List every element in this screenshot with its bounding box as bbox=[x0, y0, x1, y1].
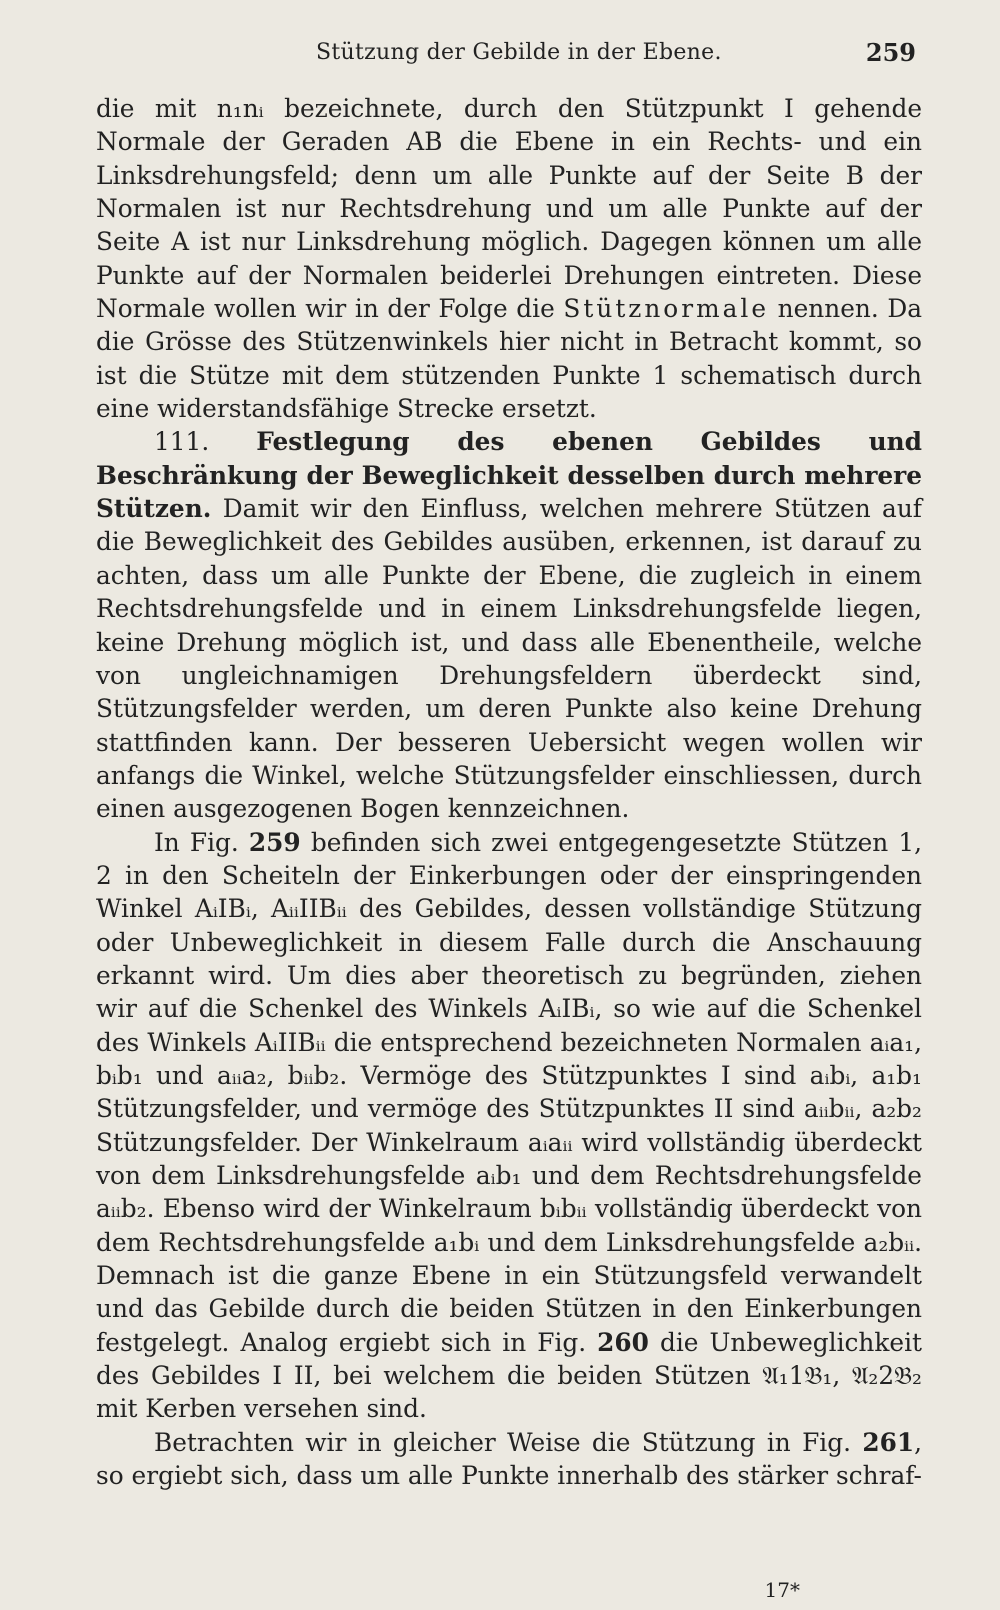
body-text bbox=[96, 92, 922, 1492]
paragraph-1 bbox=[96, 92, 922, 425]
section-heading: Festlegung des ebenen Gebildes und Beschränkung der Beweglichkeit desselben durch mehrere Stützen. bbox=[96, 427, 922, 524]
section-111 bbox=[96, 425, 922, 825]
page-number: 259 bbox=[865, 38, 916, 67]
p4-text-b: , so ergiebt sich, dass um alle Punkte innerhalb des stärker schraf- bbox=[96, 1427, 922, 1491]
p3-text-b: befinden sich zwei entgegengesetzte Stützen 1, 2 in den Scheiteln der Einkerbungen oder der einspringenden Winkel AᵢIBᵢ, AᵢᵢIIBᵢᵢ des Gebildes, dessen vollständige Stützung oder Unbeweglichkeit in diesem Falle durch die Anschauung erkannt wird. Um dies aber theoretisch zu begründen, ziehen wir auf die Schenkel des Winkels AᵢIBᵢ, so wie auf die Schenkel des Winkels AᵢIIBᵢᵢ die entsprechend bezeichneten Normalen aᵢa₁, bᵢb₁ und aᵢᵢa₂, bᵢᵢb₂. Vermöge des Stützpunktes I sind aᵢbᵢ, a₁b₁ Stützungsfelder, und vermöge des Stützpunktes II sind aᵢᵢbᵢᵢ, a₂b₂ Stützungsfelder. Der Winkelraum aᵢaᵢᵢ wird vollständig überdeckt von dem Linksdrehungsfelde aᵢb₁ und dem Rechtsdrehungsfelde aᵢᵢb₂. Ebenso wird der Winkelraum bᵢbᵢᵢ vollständig überdeckt von dem Rechtsdrehungsfelde a₁bᵢ und dem Linksdrehungsfelde a₂bᵢᵢ. Demnach ist die ganze Ebene in ein Stützungsfeld verwandelt und das Gebilde durch die beiden Stützen in den Einkerbungen festgelegt. Analog ergiebt sich in Fig. bbox=[96, 827, 923, 1357]
running-head-title: Stützung der Gebilde in der Ebene. bbox=[316, 40, 722, 65]
section-111-text: Damit wir den Einfluss, welchen mehrere Stützen auf die Beweglichkeit des Gebildes ausüben, erkennen, ist darauf zu achten, dass um alle Punkte der Ebene, die zugleich in einem Rechtsdrehungsfelde und in einem Linksdrehungsfelde liegen, keine Drehung möglich ist, und dass alle Ebenentheile, welche von ungleichnamigen Drehungsfeldern überdeckt sind, Stützungsfelder werden, um deren Punkte also keine Drehung stattfinden kann. Der besseren Uebersicht wegen wollen wir anfangs die Winkel, welche Stützungsfelder einschliessen, durch einen ausgezogenen Bogen kennzeichnen. bbox=[96, 494, 922, 824]
p4-text-a: Betrachten wir in gleicher Weise die Stützung in Fig. bbox=[154, 1427, 863, 1457]
p3-text-c: die Unbeweglichkeit des Gebildes I II, bei welchem die beiden Stützen 𝔄₁1𝔅₁, 𝔄₂2𝔅₂ mit Kerben versehen sind. bbox=[96, 1327, 922, 1424]
running-head bbox=[96, 36, 916, 76]
signature-mark: 17* bbox=[764, 1578, 800, 1602]
p3-text-a: In Fig. bbox=[154, 827, 249, 857]
fig-ref-261: 261 bbox=[862, 1427, 915, 1457]
paragraph-4 bbox=[96, 1426, 922, 1493]
fig-ref-259: 259 bbox=[248, 827, 301, 857]
paragraph-3 bbox=[96, 826, 922, 1426]
section-number: 111. bbox=[154, 427, 210, 457]
term-stuetznormale: Stütznormale bbox=[563, 294, 769, 324]
p1-text-a: die mit n₁nᵢ bezeichnete, durch den Stützpunkt I gehende Normale der Geraden AB die Ebene in ein Rechts- und ein Linksdrehungsfeld; denn um alle Punkte auf der Seite B der Normalen ist nur Rechtsdrehung und um alle Punkte auf der Seite A ist nur Linksdrehung möglich. Dagegen können um alle Punkte auf der Normalen beiderlei Drehungen eintreten. Diese Normale wollen wir in der Folge die bbox=[96, 94, 922, 324]
fig-ref-260: 260 bbox=[597, 1327, 649, 1357]
p1-text-b: nennen. Da die Grösse des Stützenwinkels hier nicht in Betracht kommt, so ist die Stütze mit dem stützenden Punkte 1 schematisch durch eine widerstandsfähige Strecke ersetzt. bbox=[96, 294, 923, 424]
